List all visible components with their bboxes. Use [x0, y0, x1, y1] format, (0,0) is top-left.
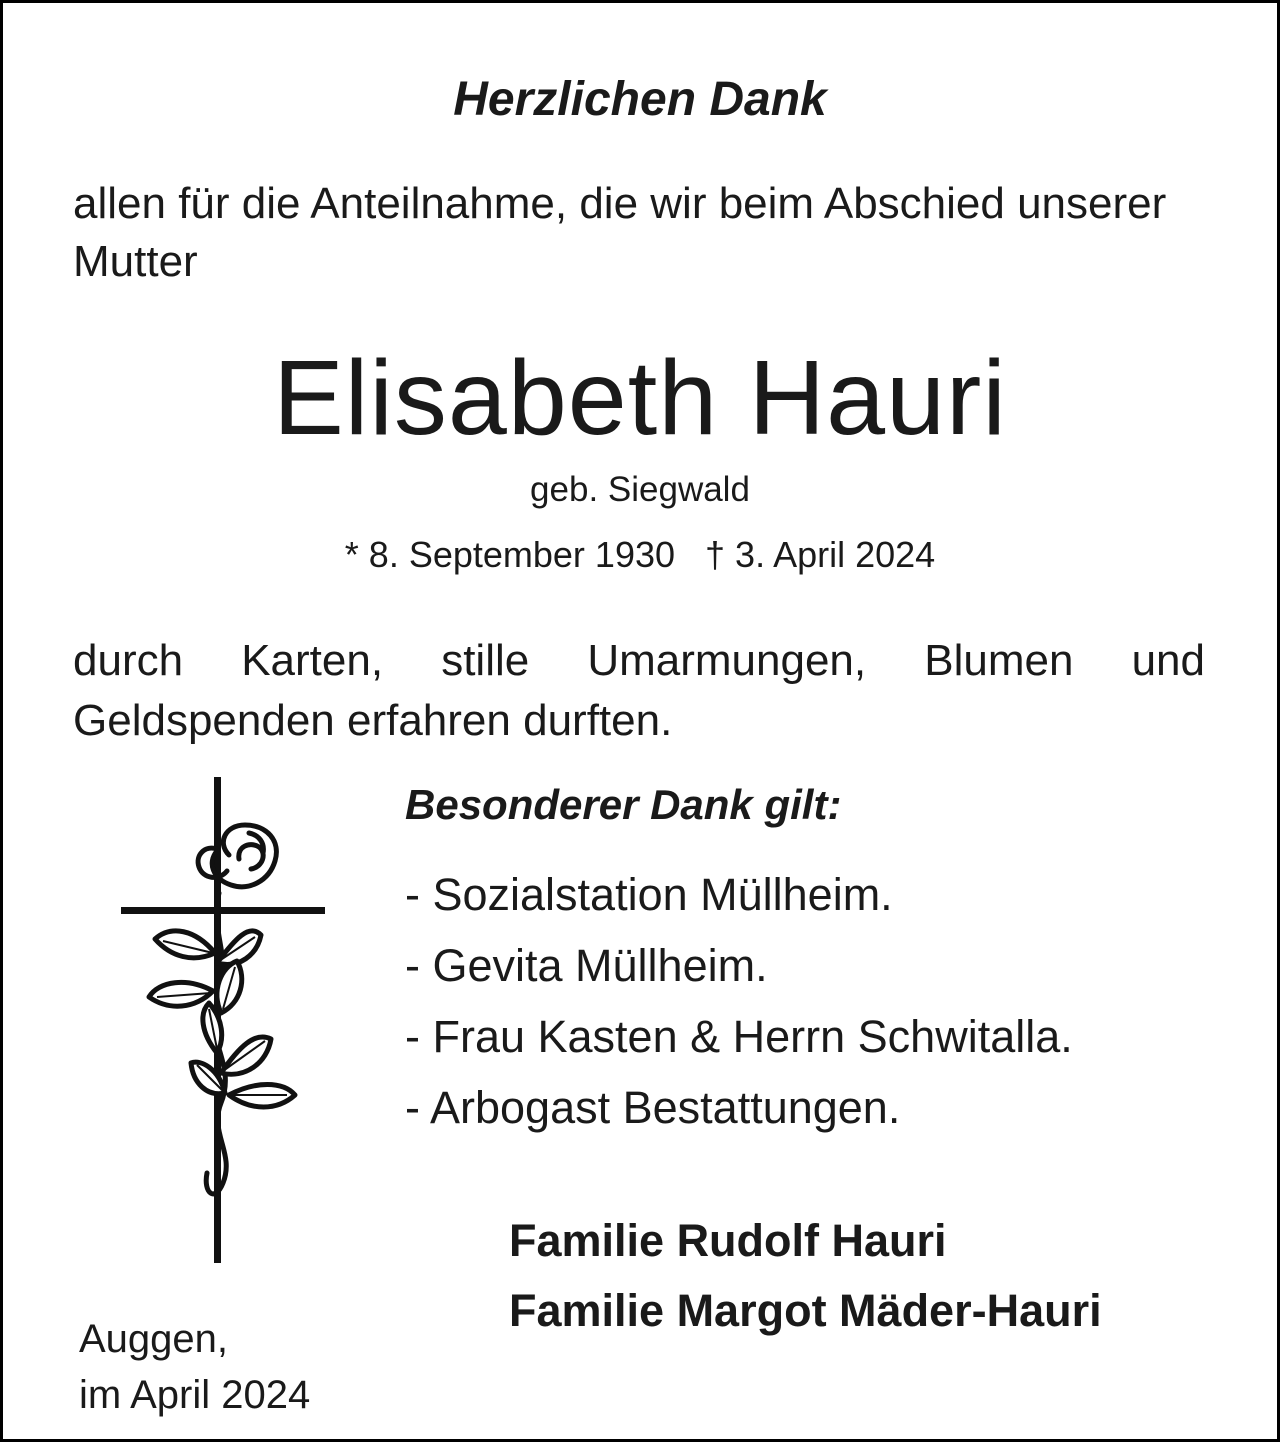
list-item: - Arbogast Bestattungen.	[405, 1082, 901, 1133]
list-item: - Gevita Müllheim.	[405, 940, 768, 991]
date: im April 2024	[79, 1373, 311, 1417]
special-thanks-list	[405, 859, 1073, 1143]
family-signature: Familie Rudolf Hauri	[509, 1215, 947, 1266]
cross-with-rose-icon	[99, 763, 343, 1273]
intro-text: allen für die Anteilnahme, die wir beim Abschied unserer Mutter	[73, 179, 1167, 286]
place: Auggen,	[79, 1317, 229, 1361]
heading: Herzlichen Dank	[453, 73, 827, 126]
maiden-name: geb. Siegwald	[530, 470, 750, 509]
deceased-name: Elisabeth Hauri	[273, 339, 1007, 457]
thanks-text: durch Karten, stille Umarmungen, Blumen und Geldspenden erfahren durften.	[73, 636, 1205, 745]
life-dates	[3, 531, 1277, 579]
list-item: - Frau Kasten & Herrn Schwitalla.	[405, 1011, 1073, 1062]
birth-date: * 8. September 1930	[344, 534, 676, 575]
list-item: - Sozialstation Müllheim.	[405, 869, 893, 920]
special-thanks-title: Besonderer Dank gilt:	[405, 781, 842, 828]
family-signature: Familie Margot Mäder-Hauri	[509, 1285, 1102, 1336]
death-date: † 3. April 2024	[705, 534, 936, 575]
